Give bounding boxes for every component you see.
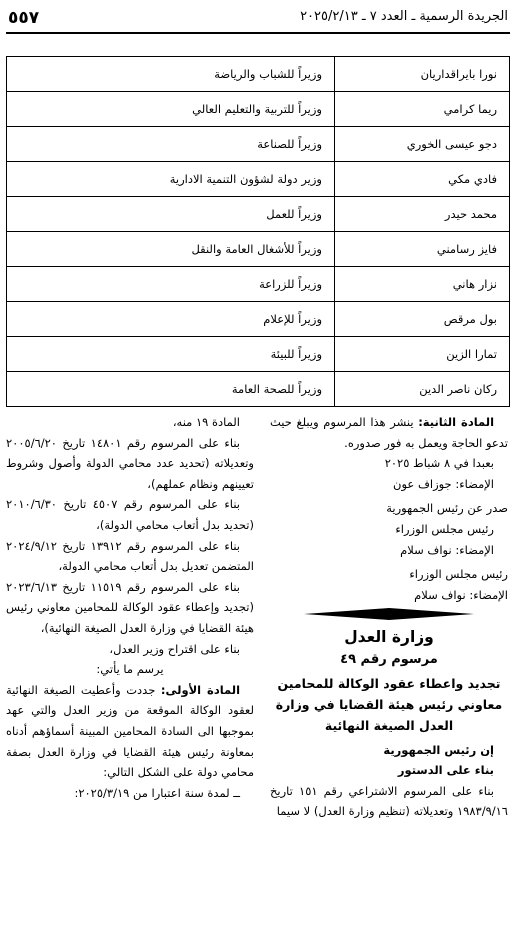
minister-post: وزيراً للتربية والتعليم العالي xyxy=(7,92,335,127)
minister-name: فادي مكي xyxy=(335,162,510,197)
minister-name: دجو عيسى الخوري xyxy=(335,127,510,162)
signature-pm-2: الإمضاء: نواف سلام xyxy=(414,587,508,602)
signature-president: الإمضاء: جوزاف عون xyxy=(393,476,494,491)
pm-title: رئيس مجلس الوزراء xyxy=(395,521,494,536)
minister-name: ركان ناصر الدين xyxy=(335,372,510,407)
table-row xyxy=(7,372,510,407)
minister-name: تمارا الزين xyxy=(335,337,510,372)
ministers-table-body xyxy=(7,57,510,407)
table-row xyxy=(7,197,510,232)
ministry-title: وزارة العدل xyxy=(344,628,434,647)
issued-by: صدر عن رئيس الجمهورية xyxy=(386,501,508,516)
minister-post: وزيراً للشباب والرياضة xyxy=(7,57,335,92)
minister-post: وزيراً للصناعة xyxy=(7,127,335,162)
minister-post: وزير دولة لشؤون التنمية الادارية xyxy=(7,162,335,197)
minister-post: وزيراً للزراعة xyxy=(7,267,335,302)
paragraph: بناء على المرسوم رقم ١٣٩١٢ تاريخ ٢٠٢٤/٩/١٢ المتضمن تعديل بدل أتعاب محامي الدولة، xyxy=(6,538,254,574)
article-2-text: ينشر هذا المرسوم ويبلغ حيث تدعو الحاجة ويعمل به فور صدوره. xyxy=(270,415,508,450)
place-date: بعبدا في ٨ شباط ٢٠٢٥ xyxy=(384,456,494,471)
article-1 xyxy=(6,680,254,783)
minister-name: فايز رسامني xyxy=(335,232,510,267)
authority-line: إن رئيس الجمهورية xyxy=(383,742,494,757)
gazette-title: الجريدة الرسمية ـ العدد ٧ ـ ٢٠٢٥/٢/١٣ xyxy=(300,9,508,24)
pm-title-2: رئيس مجلس الوزراء xyxy=(409,567,508,582)
decree-title: تجديد واعطاء عقود الوكالة للمحامين معاوني رئيس هيئة القضايا في وزارة العدل الصيغة النهائية xyxy=(275,675,503,733)
table-row xyxy=(7,127,510,162)
decree-formula: يرسم ما يأتي: xyxy=(96,662,164,677)
paragraph: بناء على المرسوم رقم ٤٥٠٧ تاريخ ٢٠١٠/٦/٣٠ (تحديد بدل أتعاب محامي الدولة)، xyxy=(6,497,254,532)
paragraph: بناء على اقتراح وزير العدل، xyxy=(109,641,240,656)
article-1-text: جددت وأعطيت الصيغة النهائية لعقود الوكالة الموقعة من وزير العدل والتي عهد بموجبها الى السادة المحامين المبينة أسماؤهم أدناه بمعاونة رئيس هيئة القضايا في وزارة العدل بصفة محامي دولة على الشكل التالي: xyxy=(6,682,254,780)
minister-post: وزيراً للعمل xyxy=(7,197,335,232)
article-1-label: المادة الأولى: xyxy=(160,682,241,697)
table-row xyxy=(7,92,510,127)
left-column xyxy=(6,412,254,803)
minister-post: وزيراً للصحة العامة xyxy=(7,372,335,407)
divider-ornament-icon xyxy=(304,607,474,621)
constitution-basis: بناء على الدستور xyxy=(397,763,494,778)
signature-pm: الإمضاء: نواف سلام xyxy=(400,542,494,557)
table-row xyxy=(7,302,510,337)
paragraph: المادة ١٩ منه، xyxy=(172,415,240,429)
minister-post: وزيراً للبيئة xyxy=(7,337,335,372)
minister-name: محمد حيدر xyxy=(335,197,510,232)
basis-text: بناء على المرسوم الاشتراعي رقم ١٥١ تاريخ ١٩٨٣/٩/١٦ وتعديلاته (تنظيم وزارة العدل) لا سيما xyxy=(270,783,508,819)
list-item: ــ لمدة سنة اعتبارا من ٢٠٢٥/٣/١٩: xyxy=(74,785,240,800)
table-row xyxy=(7,267,510,302)
page-number: ٥٥٧ xyxy=(8,8,40,28)
table-row xyxy=(7,337,510,372)
article-2 xyxy=(270,412,508,453)
minister-name: بول مرقص xyxy=(335,302,510,337)
table-row xyxy=(7,162,510,197)
paragraph: بناء على المرسوم رقم ١١٥١٩ تاريخ ٢٠٢٣/٦/١٣ (تجديد وإعطاء عقود الوكالة للمحامين معاوني رئيس هيئة القضايا في وزارة العدل الصيغة النهائية)، xyxy=(6,579,254,635)
paragraph: بناء على المرسوم رقم ١٤٨٠١ تاريخ ٢٠٠٥/٦/٢٠ وتعديلاته (تحديد عدد محامي الدولة وأصول وشروط تعيينهم ونظام عملهم)، xyxy=(6,435,254,491)
table-row xyxy=(7,57,510,92)
minister-post: وزيراً للأشغال العامة والنقل xyxy=(7,232,335,267)
decree-number: مرسوم رقم ٤٩ xyxy=(340,651,438,667)
ministers-table xyxy=(6,56,510,407)
minister-name: ريما كرامي xyxy=(335,92,510,127)
right-column xyxy=(270,412,508,822)
minister-name: نورا بايراقداريان xyxy=(335,57,510,92)
minister-name: نزار هاني xyxy=(335,267,510,302)
table-row xyxy=(7,232,510,267)
article-2-label: المادة الثانية: xyxy=(418,415,495,429)
page-header xyxy=(6,6,510,34)
minister-post: وزيراً للإعلام xyxy=(7,302,335,337)
